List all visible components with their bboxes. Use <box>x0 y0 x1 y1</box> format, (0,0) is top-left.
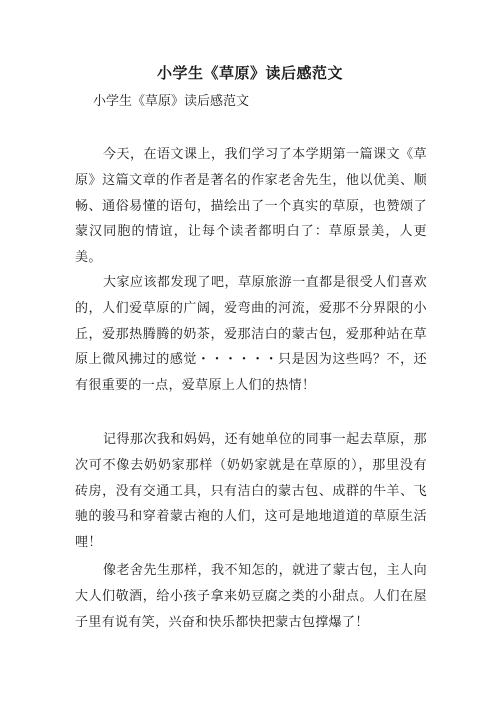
document-subtitle: 小学生《草原》读后感范文 <box>93 94 250 109</box>
paragraph-3: 记得那次我和妈妈，还有她单位的同事一起去草原，那次可不像去奶奶家那样（奶奶家就是在草原的），那里没有砖房，没有交通工具，只有洁白的蒙古包、成群的牛羊、飞驰的骏马和穿着蒙古袍的人们，这可是地地道道的草原生活哩！ <box>75 432 427 551</box>
paragraph-2: 大家应该都发现了吧，草原旅游一直都是很受人们喜欢的，人们爱草原的广阔，爱弯曲的河流，爱那不分界限的小丘，爱那热腾腾的奶茶，爱那洁白的蒙古包，爱那种站在草原上微风拂过的感觉・・・・・・只是因为这些吗？不，还有很重要的一点，爱草原上人们的热情！ <box>75 275 427 394</box>
document-title: 小学生《草原》读后感范文 <box>156 64 343 82</box>
paragraph-1: 今天，在语文课上，我们学习了本学期第一篇课文《草原》这篇文章的作者是著名的作家老舍先生，他以优美、顺畅、通俗易懂的语句，描绘出了一个真实的草原，也赞颂了蒙汉同胞的情谊，让每个读者都明白了：草原景美，人更美。 <box>75 147 427 266</box>
paragraph-4: 像老舍先生那样，我不知怎的，就进了蒙古包，主人向大人们敬酒，给小孩子拿来奶豆腐之类的小甜点。人们在屋子里有说有笑，兴奋和快乐都快把蒙古包撑爆了！ <box>75 563 427 630</box>
